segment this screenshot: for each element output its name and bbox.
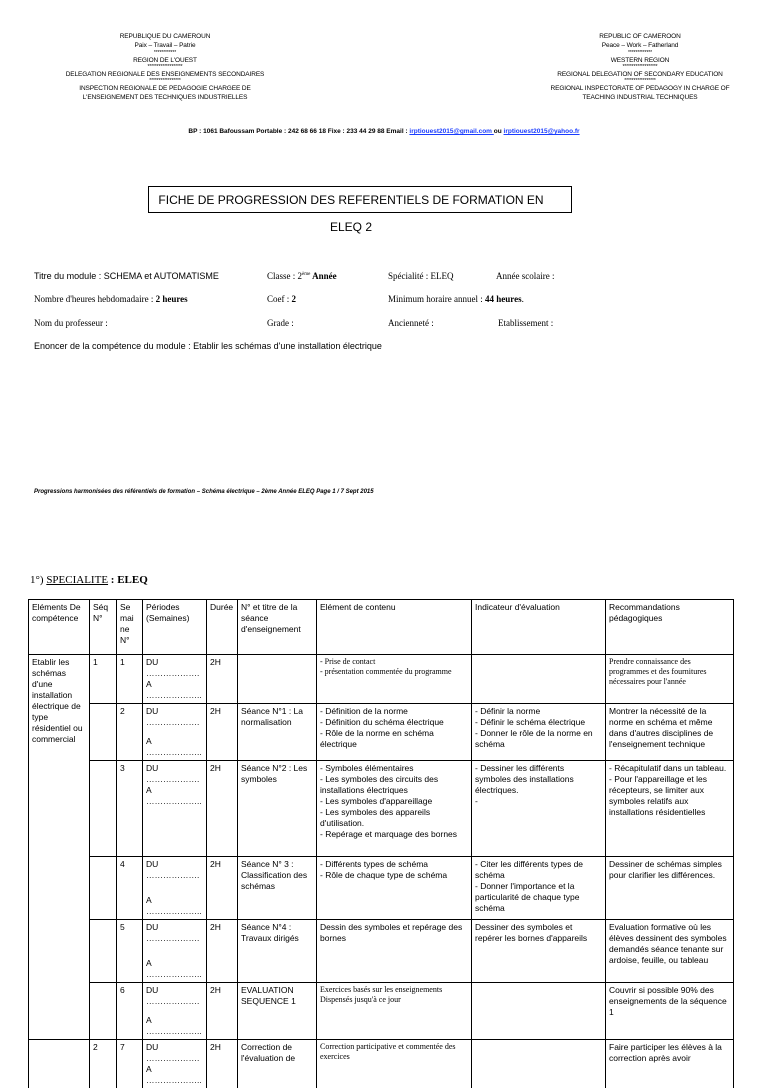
periode-a: A ……………….. bbox=[146, 958, 203, 980]
header-right-separator: ************* bbox=[515, 51, 765, 56]
contenu-item: - Différents types de schéma bbox=[320, 859, 468, 870]
header-right-line: WESTERN REGION bbox=[515, 56, 765, 65]
competence-cell bbox=[29, 1040, 90, 1088]
periode-a: A ……………….. bbox=[146, 736, 203, 758]
periode-a: A ……………….. bbox=[146, 1064, 203, 1086]
recommandation-item: Couvrir si possible 90% des enseignements de la séquence 1 bbox=[609, 985, 730, 1018]
indicateur-item: - Définir la norme bbox=[475, 706, 602, 717]
progression-table bbox=[28, 599, 734, 1088]
semaine-number: 3 bbox=[120, 763, 139, 774]
periode-du: DU ………………. bbox=[146, 922, 203, 944]
contact-or: ou bbox=[494, 128, 504, 135]
seq-cell bbox=[90, 1040, 117, 1088]
duree-value: 2H bbox=[210, 657, 234, 668]
section-heading bbox=[30, 574, 148, 586]
header-right-line: Peace – Work – Fatherland bbox=[515, 41, 765, 50]
contact-line bbox=[0, 128, 768, 135]
semaine-cell bbox=[117, 857, 143, 920]
anciennete-field: Ancienneté : bbox=[388, 318, 434, 328]
indicateur-cell bbox=[472, 857, 606, 920]
semaine-cell bbox=[117, 920, 143, 983]
indicateur-cell bbox=[472, 983, 606, 1040]
classe-value: Année bbox=[310, 271, 336, 281]
recommandation-item: Dessiner de schémas simples pour clarifier les différences. bbox=[609, 859, 730, 881]
document-title: FICHE DE PROGRESSION DES REFERENTIELS DE FORMATION EN ELEQ 2 bbox=[148, 186, 572, 213]
semaine-number: 1 bbox=[120, 657, 139, 668]
recommandation-item: Evaluation formative où les élèves dessinent des symboles demandés séance tenante sur ardoise, feuille, ou tableau bbox=[609, 922, 730, 966]
indicateur-cell bbox=[472, 655, 606, 704]
contenu-cell bbox=[317, 761, 472, 857]
indicateur-item: Dessiner des symboles et repérer les bornes d'appareils bbox=[475, 922, 602, 944]
contenu-item: - présentation commentée du programme bbox=[320, 667, 468, 677]
indicateur-item: - Donner l'importance et la particularité de chaque type schéma bbox=[475, 881, 602, 914]
contenu-item: - Rôle de la norme en schéma électrique bbox=[320, 728, 468, 750]
periode-du: DU ………………. bbox=[146, 985, 203, 1007]
classe-superscript: ème bbox=[302, 272, 310, 277]
seq-cell bbox=[90, 761, 117, 857]
titre-cell bbox=[238, 983, 317, 1040]
classe-label: Classe : 2 bbox=[267, 271, 302, 281]
minimum-field bbox=[388, 294, 524, 304]
semaine-cell bbox=[117, 655, 143, 704]
contenu-item: - Repérage et marquage des bornes bbox=[320, 829, 468, 840]
semaine-number: 4 bbox=[120, 859, 139, 870]
seq-number: 2 bbox=[93, 1042, 113, 1053]
duree-cell bbox=[207, 761, 238, 857]
coef-label: Coef : bbox=[267, 294, 292, 304]
duree-cell bbox=[207, 1040, 238, 1088]
header-right-separator: ******************* bbox=[515, 65, 765, 70]
seq-cell bbox=[90, 655, 117, 704]
indicateur-cell bbox=[472, 704, 606, 761]
annee-scolaire-field: Année scolaire : bbox=[496, 271, 554, 281]
titre-cell bbox=[238, 761, 317, 857]
competence-statement: Enoncer de la compétence du module : Etablir les schémas d'une installation électrique bbox=[34, 341, 382, 351]
semaine-number: 7 bbox=[120, 1042, 139, 1053]
recommandation-cell bbox=[606, 1040, 734, 1088]
contenu-cell bbox=[317, 920, 472, 983]
seq-number: 1 bbox=[93, 657, 113, 668]
duree-value: 2H bbox=[210, 1042, 234, 1053]
heures-field bbox=[34, 294, 188, 304]
email-link[interactable]: irptiouest2015@gmail.com bbox=[409, 128, 493, 135]
recommandation-cell bbox=[606, 655, 734, 704]
periode-cell bbox=[143, 1040, 207, 1088]
indicateur-item: - bbox=[475, 796, 602, 807]
header-right-separator: ***************** bbox=[515, 79, 765, 84]
indicateur-item: - Donner le rôle de la norme en schéma bbox=[475, 728, 602, 750]
col-header-periodes: Périodes (Semaines) bbox=[143, 600, 207, 655]
seance-title: Séance N°2 : Les symboles bbox=[241, 763, 313, 785]
duree-value: 2H bbox=[210, 763, 234, 774]
periode-du: DU ………………. bbox=[146, 657, 203, 679]
coef-value: 2 bbox=[292, 294, 297, 304]
specialite-field: Spécialité : ELEQ bbox=[388, 271, 453, 281]
seance-title: EVALUATION SEQUENCE 1 bbox=[241, 985, 313, 1007]
coef-field bbox=[267, 294, 296, 304]
periode-a: A ……………….. bbox=[146, 679, 203, 701]
seq-cell bbox=[90, 704, 117, 761]
contenu-item: - Les symboles des circuits des installations électriques bbox=[320, 774, 468, 796]
recommandation-item: - Pour l'appareillage et les récepteurs, se limiter aux symboles relatifs aux installations résidentielles bbox=[609, 774, 730, 818]
titre-cell bbox=[238, 920, 317, 983]
table-row bbox=[29, 704, 734, 761]
heures-value: 2 heures bbox=[156, 294, 188, 304]
etablissement-field: Etablissement : bbox=[498, 318, 553, 328]
classe-field bbox=[267, 271, 337, 281]
indicateur-cell bbox=[472, 1040, 606, 1088]
contenu-item: - Définition du schéma électrique bbox=[320, 717, 468, 728]
periode-du: DU ………………. bbox=[146, 763, 203, 785]
header-right bbox=[515, 32, 765, 103]
competence-cell bbox=[29, 655, 90, 1040]
header-right-line: REGIONAL DELEGATION OF SECONDARY EDUCATION bbox=[515, 70, 765, 79]
contenu-cell bbox=[317, 655, 472, 704]
header-left-separator: ***************** bbox=[40, 79, 290, 84]
semaine-number: 2 bbox=[120, 706, 139, 717]
col-header-elements: Eléments De compétence bbox=[29, 600, 90, 655]
duree-value: 2H bbox=[210, 706, 234, 717]
seq-cell bbox=[90, 857, 117, 920]
seance-title: Correction de l'évaluation de bbox=[241, 1042, 313, 1064]
contenu-cell bbox=[317, 857, 472, 920]
header-left-separator: ******************* bbox=[40, 65, 290, 70]
periode-cell bbox=[143, 704, 207, 761]
table-header-row bbox=[29, 600, 734, 655]
periode-a: A ……………….. bbox=[146, 1015, 203, 1037]
table-row bbox=[29, 761, 734, 857]
minimum-dot: . bbox=[522, 294, 524, 304]
header-left-line: Paix – Travail – Patrie bbox=[40, 41, 290, 50]
periode-cell bbox=[143, 761, 207, 857]
contenu-item: - Les symboles des appareils d'utilisation. bbox=[320, 807, 468, 829]
header-left-line: INSPECTION REGIONALE DE PEDAGOGIE CHARGEE DE bbox=[40, 84, 290, 93]
header-left-line: DELEGATION REGIONALE DES ENSEIGNEMENTS SECONDAIRES bbox=[40, 70, 290, 79]
recommandation-item: Montrer la nécessité de la norme en schéma et même dans d'autres disciplines de l'enseignement technique bbox=[609, 706, 730, 750]
recommandation-item: - Récapitulatif dans un tableau. bbox=[609, 763, 730, 774]
contenu-item: - Rôle de chaque type de schéma bbox=[320, 870, 468, 881]
semaine-cell bbox=[117, 704, 143, 761]
section-prefix: 1°) bbox=[30, 574, 46, 586]
header-left-line: L'ENSEIGNEMENT DES TECHNIQUES INDUSTRIELLES bbox=[40, 93, 290, 102]
page-footer: Progressions harmonisées des référentiels de formation – Schéma électrique – 2ème Année ELEQ Page 1 / 7 Sept 2015 bbox=[34, 489, 374, 495]
periode-a: A ……………….. bbox=[146, 785, 203, 807]
periode-du: DU ………………. bbox=[146, 1042, 203, 1064]
contenu-item: Exercices basés sur les enseignements bbox=[320, 985, 468, 995]
recommandation-cell bbox=[606, 704, 734, 761]
seance-title: Séance N° 3 : Classification des schémas bbox=[241, 859, 313, 892]
table-row bbox=[29, 920, 734, 983]
periode-cell bbox=[143, 920, 207, 983]
table-row bbox=[29, 857, 734, 920]
contenu-item: - Symboles élémentaires bbox=[320, 763, 468, 774]
competence-text: Etablir les schémas d'une installation électrique de type résidentiel ou commercial bbox=[32, 657, 86, 745]
header-left-line: REPUBLIQUE DU CAMEROUN bbox=[40, 32, 290, 41]
contenu-item: Correction participative et commentée des exercices bbox=[320, 1042, 468, 1062]
contenu-cell bbox=[317, 704, 472, 761]
col-header-contenu: Elément de contenu bbox=[317, 600, 472, 655]
seance-title: Séance N°4 : Travaux dirigés bbox=[241, 922, 313, 944]
header-right-line: REGIONAL INSPECTORATE OF PEDAGOGY IN CHARGE OF bbox=[515, 84, 765, 93]
minimum-value: 44 heures bbox=[485, 294, 522, 304]
section-label: SPECIALITE bbox=[46, 574, 108, 586]
table-row bbox=[29, 655, 734, 704]
indicateur-item: - Citer les différents types de schéma bbox=[475, 859, 602, 881]
header-left-line: REGION DE L'OUEST bbox=[40, 56, 290, 65]
recommandation-item: Faire participer les élèves à la correction après avoir bbox=[609, 1042, 730, 1064]
minimum-label: Minimum horaire annuel : bbox=[388, 294, 485, 304]
header-right-line: TEACHING INDUSTRIAL TECHNIQUES bbox=[515, 93, 765, 102]
duree-cell bbox=[207, 920, 238, 983]
recommandation-item: Prendre connaissance des programmes et des fournitures nécessaires pour l'année bbox=[609, 657, 730, 687]
heures-label: Nombre d'heures hebdomadaire : bbox=[34, 294, 156, 304]
indicateur-cell bbox=[472, 920, 606, 983]
periode-cell bbox=[143, 857, 207, 920]
semaine-number: 5 bbox=[120, 922, 139, 933]
periode-du: DU ………………. bbox=[146, 706, 203, 728]
recommandation-cell bbox=[606, 761, 734, 857]
recommandation-cell bbox=[606, 920, 734, 983]
duree-value: 2H bbox=[210, 859, 234, 870]
table-row bbox=[29, 1040, 734, 1088]
indicateur-item: - Définir le schéma électrique bbox=[475, 717, 602, 728]
duree-cell bbox=[207, 704, 238, 761]
seance-title: Séance N°1 : La normalisation bbox=[241, 706, 313, 728]
recommandation-cell bbox=[606, 857, 734, 920]
semaine-cell bbox=[117, 1040, 143, 1088]
titre-cell bbox=[238, 1040, 317, 1088]
indicateur-cell bbox=[472, 761, 606, 857]
periode-cell bbox=[143, 983, 207, 1040]
col-header-duree: Durée bbox=[207, 600, 238, 655]
titre-cell bbox=[238, 655, 317, 704]
periode-du: DU ………………. bbox=[146, 859, 203, 881]
col-header-indicateur: Indicateur d'évaluation bbox=[472, 600, 606, 655]
contenu-cell bbox=[317, 983, 472, 1040]
col-header-semaine: Se mai ne N° bbox=[117, 600, 143, 655]
header-left bbox=[40, 32, 290, 103]
contenu-item: - Prise de contact bbox=[320, 657, 468, 667]
semaine-cell bbox=[117, 983, 143, 1040]
semaine-number: 6 bbox=[120, 985, 139, 996]
contact-text: BP : 1061 Bafoussam Portable : 242 68 66 18 Fixe : 233 44 29 88 Email : bbox=[188, 128, 409, 135]
header-left-separator: ************ bbox=[40, 51, 290, 56]
duree-value: 2H bbox=[210, 922, 234, 933]
module-title: Titre du module : SCHEMA et AUTOMATISME bbox=[34, 271, 219, 281]
contenu-item: - Définition de la norme bbox=[320, 706, 468, 717]
duree-cell bbox=[207, 983, 238, 1040]
col-header-titre: N° et titre de la séance d'enseignement bbox=[238, 600, 317, 655]
seq-cell bbox=[90, 920, 117, 983]
duree-cell bbox=[207, 655, 238, 704]
header-right-line: REPUBLIC OF CAMEROON bbox=[515, 32, 765, 41]
col-header-seq: Séq N° bbox=[90, 600, 117, 655]
semaine-cell bbox=[117, 761, 143, 857]
recommandation-cell bbox=[606, 983, 734, 1040]
contenu-item: - Les symboles d'appareillage bbox=[320, 796, 468, 807]
periode-cell bbox=[143, 655, 207, 704]
duree-value: 2H bbox=[210, 985, 234, 996]
periode-a: A ……………….. bbox=[146, 895, 203, 917]
titre-cell bbox=[238, 857, 317, 920]
contenu-item: Dispensés jusqu'à ce jour bbox=[320, 995, 468, 1005]
indicateur-item: - Dessiner les différents symboles des installations électriques. bbox=[475, 763, 602, 796]
professeur-field: Nom du professeur : bbox=[34, 318, 108, 328]
email-link[interactable]: irptiouest2015@yahoo.fr bbox=[504, 128, 580, 135]
section-value: : ELEQ bbox=[108, 574, 148, 586]
contenu-cell bbox=[317, 1040, 472, 1088]
seq-cell bbox=[90, 983, 117, 1040]
contenu-item: Dessin des symboles et repérage des bornes bbox=[320, 922, 468, 944]
grade-field: Grade : bbox=[267, 318, 294, 328]
duree-cell bbox=[207, 857, 238, 920]
titre-cell bbox=[238, 704, 317, 761]
col-header-recommandations: Recommandations pédagogiques bbox=[606, 600, 734, 655]
table-row bbox=[29, 983, 734, 1040]
